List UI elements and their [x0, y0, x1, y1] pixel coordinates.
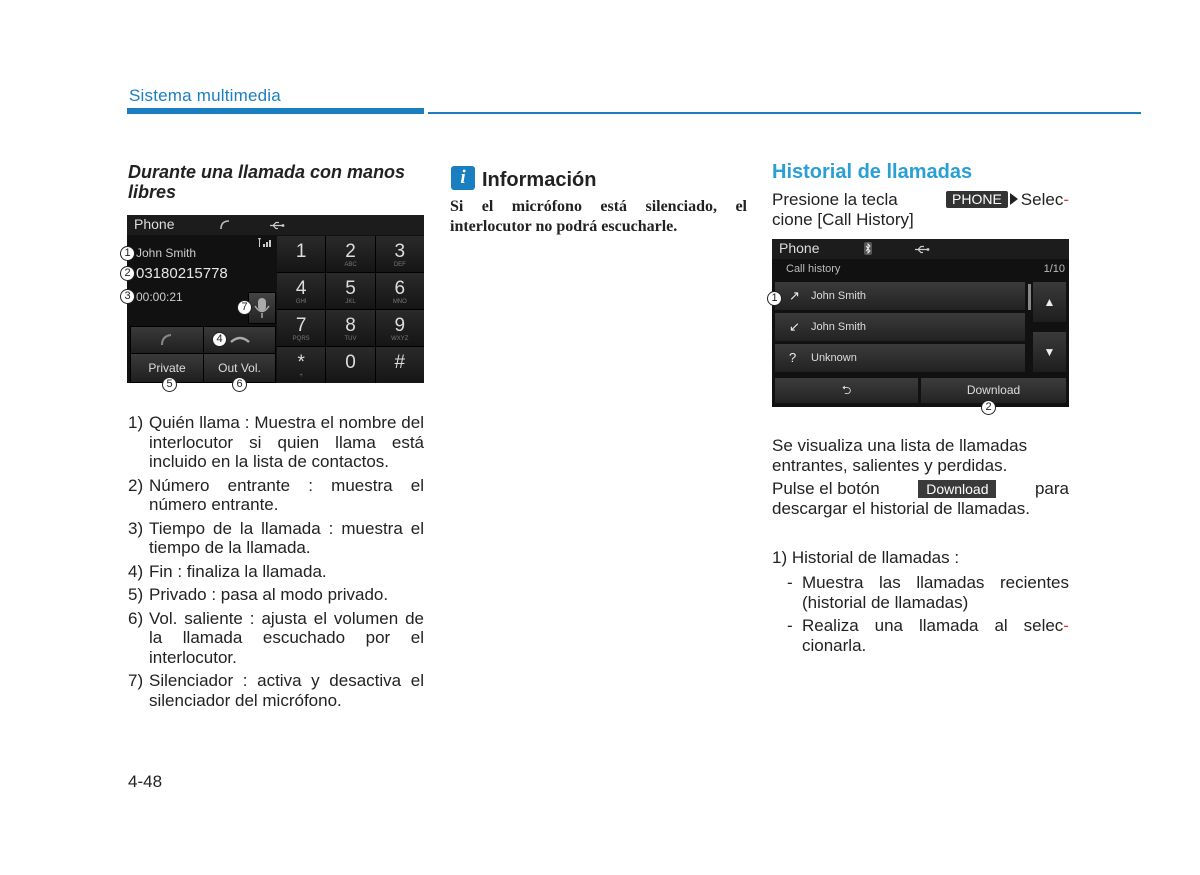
marker-3: 3	[120, 289, 135, 304]
keypad-letters: MNO	[392, 299, 407, 305]
keypad-key[interactable]	[376, 347, 424, 383]
screen-status-bar	[772, 239, 1069, 259]
signal-icon	[257, 237, 273, 247]
list-text: Silenciador : activa y desactiva el silenciador del micrófono.	[149, 671, 424, 710]
info-body: Si el micrófono está silenciado, el interlocutor no podrá escucharle.	[450, 198, 747, 235]
marker-2: 2	[120, 266, 135, 281]
list-text: Número entrante : muestra el número entrante.	[149, 475, 424, 514]
history-row[interactable]	[775, 344, 1025, 372]
col3-heading: Historial de llamadas	[772, 161, 973, 183]
bullet2-word: Realiza	[802, 616, 859, 635]
keypad-key[interactable]	[277, 273, 325, 309]
outgoing-call-icon: ↗	[789, 288, 800, 303]
scroll-down-button[interactable]	[1033, 332, 1066, 372]
keypad-key[interactable]	[277, 347, 325, 383]
call-time: 00:00:21	[136, 290, 183, 304]
call-history-subtitle: Call history	[786, 263, 841, 275]
list-item	[128, 585, 424, 605]
para2-word-para: para	[1034, 479, 1069, 498]
info-heading: Información	[482, 169, 597, 191]
keypad-digit: 8	[345, 315, 356, 336]
intro-key-group	[946, 190, 1069, 210]
bullet-text: Muestra las llamadas recientes (historial de llamadas)	[802, 573, 1069, 612]
mute-button[interactable]	[248, 292, 276, 324]
private-button[interactable]: Private	[130, 353, 204, 383]
keypad-digit: 1	[295, 241, 307, 262]
phone-handset-icon	[157, 330, 177, 350]
scroll-up-button[interactable]	[1033, 282, 1066, 322]
list-text: Quién llama : Muestra el nombre del interlocutor si quien llama está incluido en la lista de contactos.	[149, 413, 424, 471]
col3-intro	[772, 190, 1069, 229]
keypad-letters: PQRS	[292, 336, 310, 342]
para2-text-before: Pulse el botón	[772, 479, 880, 498]
marker-2: 2	[981, 400, 996, 415]
list-item	[128, 519, 424, 558]
col3-bullets	[787, 573, 1069, 655]
keypad-key[interactable]	[326, 273, 374, 309]
back-button[interactable]	[775, 378, 918, 403]
list-item	[128, 671, 424, 710]
bullet-item	[787, 616, 1069, 655]
keypad-digit: 5	[345, 278, 356, 299]
keypad-key[interactable]	[376, 236, 424, 272]
keypad-digit: 9	[394, 315, 406, 336]
download-button[interactable]: Download	[921, 378, 1066, 403]
screen-title: Phone	[779, 240, 820, 256]
list-text: Fin : finaliza la llamada.	[149, 561, 327, 581]
list-item	[128, 413, 424, 472]
page-number: 4-48	[128, 772, 163, 791]
keypad-letters: ABC	[344, 262, 357, 268]
bullet2-word: una	[874, 616, 904, 635]
keypad-key[interactable]	[376, 310, 424, 346]
bullet2-word: selec-	[1023, 616, 1069, 635]
bullet2-line-2: cionarla.	[802, 635, 867, 655]
back-arrow-icon: ⮌	[841, 383, 852, 397]
intro-text-after: Selec	[1020, 190, 1064, 209]
marker-6: 6	[232, 377, 247, 392]
list-text: Vol. saliente : ajusta el volumen de la llamada escuchado por el interlocutor.	[149, 608, 424, 667]
keypad-digit: 7	[295, 315, 307, 336]
keypad-letters: WXYZ	[391, 336, 409, 342]
marker-5: 5	[162, 377, 177, 392]
keypad-key[interactable]	[326, 236, 374, 272]
col3-list-title: 1) Historial de llamadas :	[772, 548, 960, 567]
list-number: 1)	[128, 413, 144, 432]
phone-key-label: PHONE	[946, 191, 1008, 208]
col3-para2	[772, 479, 1069, 518]
keypad-key[interactable]	[326, 310, 374, 346]
out-vol-button[interactable]: Out Vol.	[203, 353, 276, 383]
list-text: Privado : pasa al modo privado.	[149, 585, 389, 604]
intro-line-1	[772, 190, 1069, 210]
keypad-letters: +	[299, 373, 303, 379]
triangle-down-icon: ▼	[1043, 345, 1056, 359]
keypad-letters: GHI	[295, 299, 307, 305]
hyphen: -	[1063, 190, 1069, 209]
section-title: Sistema multimedia	[129, 86, 281, 105]
bullet2-word: llamada	[918, 616, 979, 635]
header-rule-thin	[428, 112, 1141, 114]
history-row[interactable]	[775, 313, 1025, 341]
bullet2-line-1	[802, 616, 1069, 636]
list-number: 5)	[128, 585, 144, 604]
caller-number: 03180215778	[136, 265, 228, 282]
page-counter: 1/10	[1043, 263, 1065, 275]
list-item	[128, 562, 424, 582]
list-item	[128, 609, 424, 668]
keypad-digit: 6	[394, 278, 406, 299]
incoming-call-icon: ↙	[789, 319, 800, 334]
keypad-digit: 2	[345, 241, 356, 262]
keypad-key[interactable]	[277, 310, 325, 346]
marker-1: 1	[767, 291, 782, 306]
keypad-digit: *	[297, 352, 305, 373]
marker-1: 1	[120, 246, 135, 261]
screen-status-bar	[127, 215, 424, 235]
keypad-key[interactable]	[376, 273, 424, 309]
usb-icon	[269, 221, 285, 230]
dial-keypad	[277, 236, 424, 383]
usb-icon	[914, 245, 930, 254]
para2-line-1	[772, 479, 1069, 499]
keypad-letters: TUV	[344, 336, 357, 342]
keypad-digit: 4	[295, 278, 307, 299]
keypad-letters: DEF	[393, 262, 406, 268]
col3-para1: Se visualiza una lista de llamadas entrantes, salientes y perdidas.	[772, 436, 1028, 475]
bullet-dash: -	[787, 573, 793, 592]
hang-up-icon	[228, 330, 252, 350]
keypad-digit: 3	[394, 241, 406, 262]
para2-text-line2: descargar el historial de llamadas.	[772, 498, 1030, 518]
marker-7: 7	[237, 300, 252, 315]
history-row[interactable]	[775, 282, 1025, 310]
phone-call-screen	[127, 215, 424, 383]
answer-call-button[interactable]	[130, 326, 204, 354]
download-key-label: Download	[918, 480, 996, 498]
bullet-item	[787, 573, 1069, 612]
history-row-name: Unknown	[811, 352, 857, 364]
keypad-digit: #	[394, 352, 406, 373]
list-number: 7)	[128, 671, 144, 690]
caller-name: John Smith	[136, 246, 197, 260]
history-row-name: John Smith	[811, 290, 867, 302]
bullet2-word: al	[994, 616, 1008, 635]
intro-text-before: Presione la tecla	[772, 190, 898, 209]
keypad-letters: JKL	[345, 299, 356, 305]
intro-text-line2: cione [Call History]	[772, 209, 914, 229]
list-number: 6)	[128, 608, 144, 628]
arrow-right-icon	[1010, 193, 1018, 205]
list-text: Tiempo de la llamada : muestra el tiempo de la llamada.	[149, 518, 424, 557]
col1-feature-list	[128, 413, 424, 714]
header-rule-thick	[127, 108, 424, 114]
list-item	[128, 476, 424, 515]
list-number: 2)	[128, 475, 144, 495]
hyphen: -	[1063, 616, 1069, 635]
history-row-name: John Smith	[811, 321, 867, 333]
triangle-up-icon: ▲	[1043, 295, 1056, 309]
scrollbar-thumb[interactable]	[1028, 284, 1031, 310]
bullet-dash: -	[787, 616, 793, 635]
keypad-key[interactable]	[326, 347, 374, 383]
screen-title: Phone	[134, 216, 175, 232]
microphone-mute-icon	[249, 293, 275, 323]
bluetooth-icon	[864, 242, 872, 255]
list-number: 3)	[128, 518, 144, 538]
list-number: 4)	[128, 561, 144, 581]
call-icon	[219, 219, 231, 231]
marker-4: 4	[212, 332, 227, 347]
missed-call-icon: ?	[789, 350, 797, 365]
keypad-digit: 0	[345, 352, 356, 373]
col1-heading: Durante una llamada con manos libres	[128, 162, 406, 202]
info-icon: i	[451, 166, 475, 190]
call-history-screen	[772, 239, 1069, 407]
keypad-key[interactable]	[277, 236, 325, 272]
